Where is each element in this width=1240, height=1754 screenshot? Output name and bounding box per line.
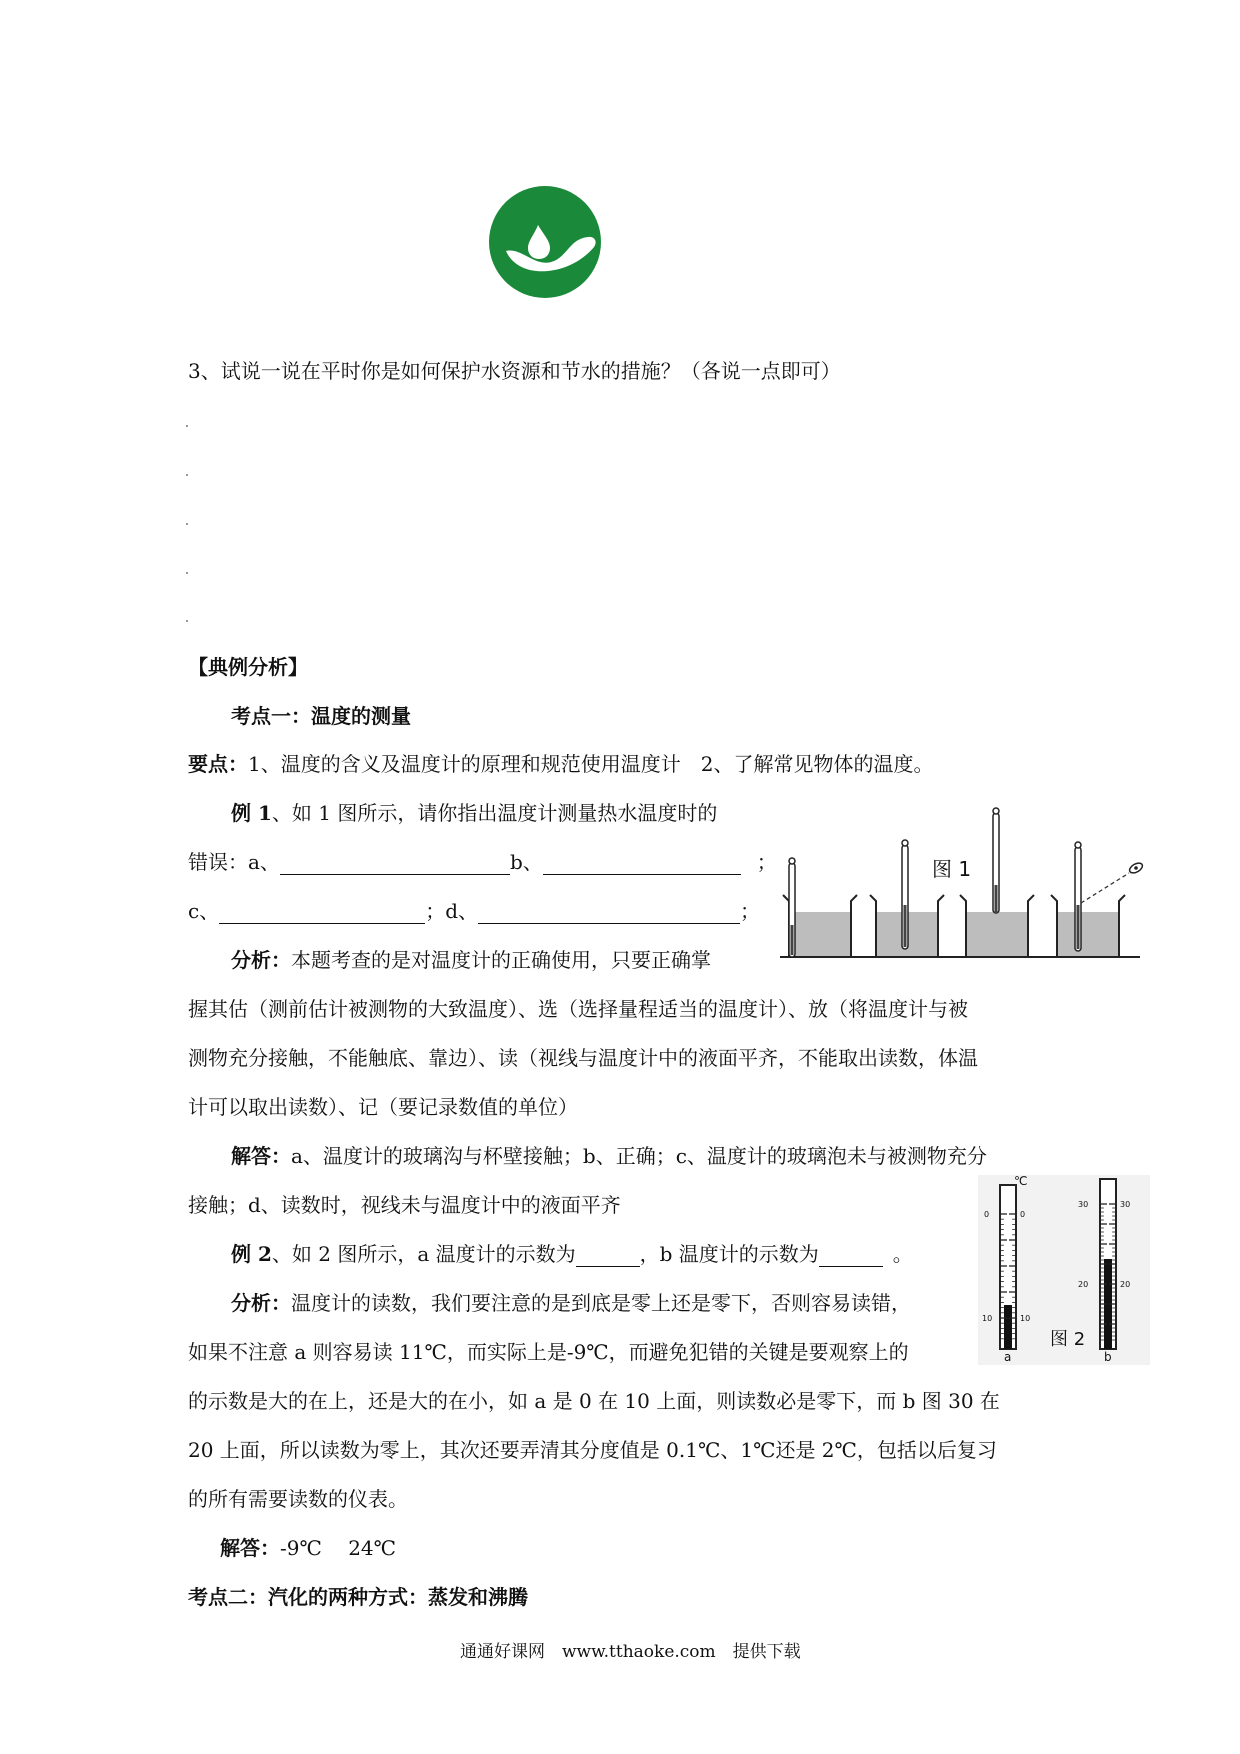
answer-line-dot <box>186 425 188 427</box>
analysis-label: 分析： <box>231 948 291 972</box>
example2-answer <box>220 1532 396 1561</box>
point1-key <box>188 748 933 777</box>
tick-label: 0 <box>1020 1210 1026 1219</box>
thermometer-b-label: b <box>1104 1350 1112 1364</box>
beaker-c <box>960 808 1034 957</box>
blank-a[interactable] <box>280 854 510 875</box>
unit-label: ℃ <box>1014 1175 1028 1188</box>
point2-heading: 考点二：汽化的两种方式：蒸发和沸腾 <box>188 1585 528 1609</box>
label-b: b、 <box>509 850 543 874</box>
question-3: 3、试说一说在平时你是如何保护水资源和节水的措施？（各说一点即可） <box>188 359 841 383</box>
thermometer-a-liquid <box>1004 1305 1012 1349</box>
example2-analysis-1 <box>231 1287 911 1316</box>
answer-label: 解答： <box>231 1144 291 1168</box>
point1-heading: 考点一：温度的测量 <box>231 704 411 728</box>
answer-line-dot <box>186 474 188 476</box>
analysis-text: 本题考查的是对温度计的正确使用，只要正确掌 <box>291 948 711 972</box>
answer-text: -9℃ 24℃ <box>280 1536 397 1560</box>
example2-text-end: 。 <box>892 1242 913 1266</box>
analysis-label: 分析： <box>231 1291 291 1315</box>
blank-b[interactable] <box>543 854 741 875</box>
analysis-text: 温度计的读数，我们要注意的是到底是零上还是零下，否则容易读错， <box>291 1291 911 1315</box>
example1-analysis-1 <box>231 944 711 973</box>
blank-c[interactable] <box>219 903 425 924</box>
tick-label: 10 <box>982 1314 993 1323</box>
answer-label: 解答： <box>220 1536 280 1560</box>
label-d: ；d、 <box>425 899 479 923</box>
example2-analysis-3: 的示数是大的在上，还是大的在小，如 a 是 0 在 10 上面，则读数必是零下，而 b 图 30 在 <box>188 1389 1000 1413</box>
blank-d[interactable] <box>478 903 740 924</box>
water-drop-logo <box>488 185 602 299</box>
example1-label: 例 1 <box>231 801 272 825</box>
key-text: 1、温度的含义及温度计的原理和规范使用温度计 2、了解常见物体的温度。 <box>248 752 934 776</box>
semicolon: ； <box>756 850 777 874</box>
example1-errors-cd <box>188 895 760 924</box>
tick-label: 20 <box>1120 1280 1131 1289</box>
example1-analysis-2: 握其估（测前估计被测物的大致温度）、选（选择量程适当的温度计）、放（将温度计与被 <box>188 997 968 1021</box>
figure2-thermometers <box>978 1175 1150 1365</box>
blank-a-reading[interactable] <box>576 1246 640 1267</box>
example2-text-mid: ，b 温度计的示数为 <box>639 1242 819 1266</box>
figure2-caption: 图 2 <box>1050 1329 1086 1350</box>
example2-text-before: 、如 2 图所示，a 温度计的示数为 <box>271 1242 576 1266</box>
tick-label: 30 <box>1120 1200 1131 1209</box>
example2-label: 例 2 <box>231 1242 272 1266</box>
example1-errors-ab <box>188 846 777 875</box>
section-heading: 【典例分析】 <box>188 655 308 679</box>
tick-label: 0 <box>984 1210 990 1219</box>
example1-text: 、如 1 图所示，请你指出温度计测量热水温度时的 <box>271 801 718 825</box>
errors-prefix: 错误：a、 <box>188 850 280 874</box>
figure1-beakers <box>775 805 1150 965</box>
example2-analysis-4: 20 上面，所以读数为零上，其次还要弄清其分度值是 0.1℃、1℃还是 2℃，包括以后复习 <box>188 1438 997 1462</box>
example2-intro <box>231 1238 913 1267</box>
example1-answer-2: 接触；d、读数时，视线未与温度计中的液面平齐 <box>188 1193 621 1217</box>
figure1-caption: 图 1 <box>932 857 972 881</box>
key-label: 要点： <box>188 752 248 776</box>
example1-answer-1 <box>231 1140 987 1169</box>
answer-line-dot <box>186 523 188 525</box>
semicolon: ； <box>740 899 761 923</box>
example1-analysis-4: 计可以取出读数）、记（要记录数值的单位） <box>188 1095 578 1119</box>
answer-line-dot <box>186 620 188 622</box>
beaker-d <box>1051 842 1144 957</box>
footer: 通通好课网 www.tthaoke.com 提供下载 <box>460 1642 801 1662</box>
beaker-a <box>783 858 857 957</box>
tick-label: 20 <box>1078 1280 1089 1289</box>
answer-text: a、温度计的玻璃沟与杯壁接触；b、正确；c、温度计的玻璃泡未与被测物充分 <box>291 1144 987 1168</box>
tick-label: 10 <box>1020 1314 1031 1323</box>
thermometer-a-label: a <box>1004 1350 1012 1364</box>
example2-analysis-5: 的所有需要读数的仪表。 <box>188 1487 408 1511</box>
answer-line-dot <box>186 572 188 574</box>
example1-intro <box>231 797 717 826</box>
blank-b-reading[interactable] <box>819 1246 883 1267</box>
tick-label: 30 <box>1078 1200 1089 1209</box>
example2-analysis-2: 如果不注意 a 则容易读 11℃，而实际上是-9℃，而避免犯错的关键是要观察上的 <box>188 1340 909 1364</box>
label-c: c、 <box>188 899 220 923</box>
example1-analysis-3: 测物充分接触，不能触底、靠边）、读（视线与温度计中的液面平齐，不能取出读数，体温 <box>188 1046 978 1070</box>
